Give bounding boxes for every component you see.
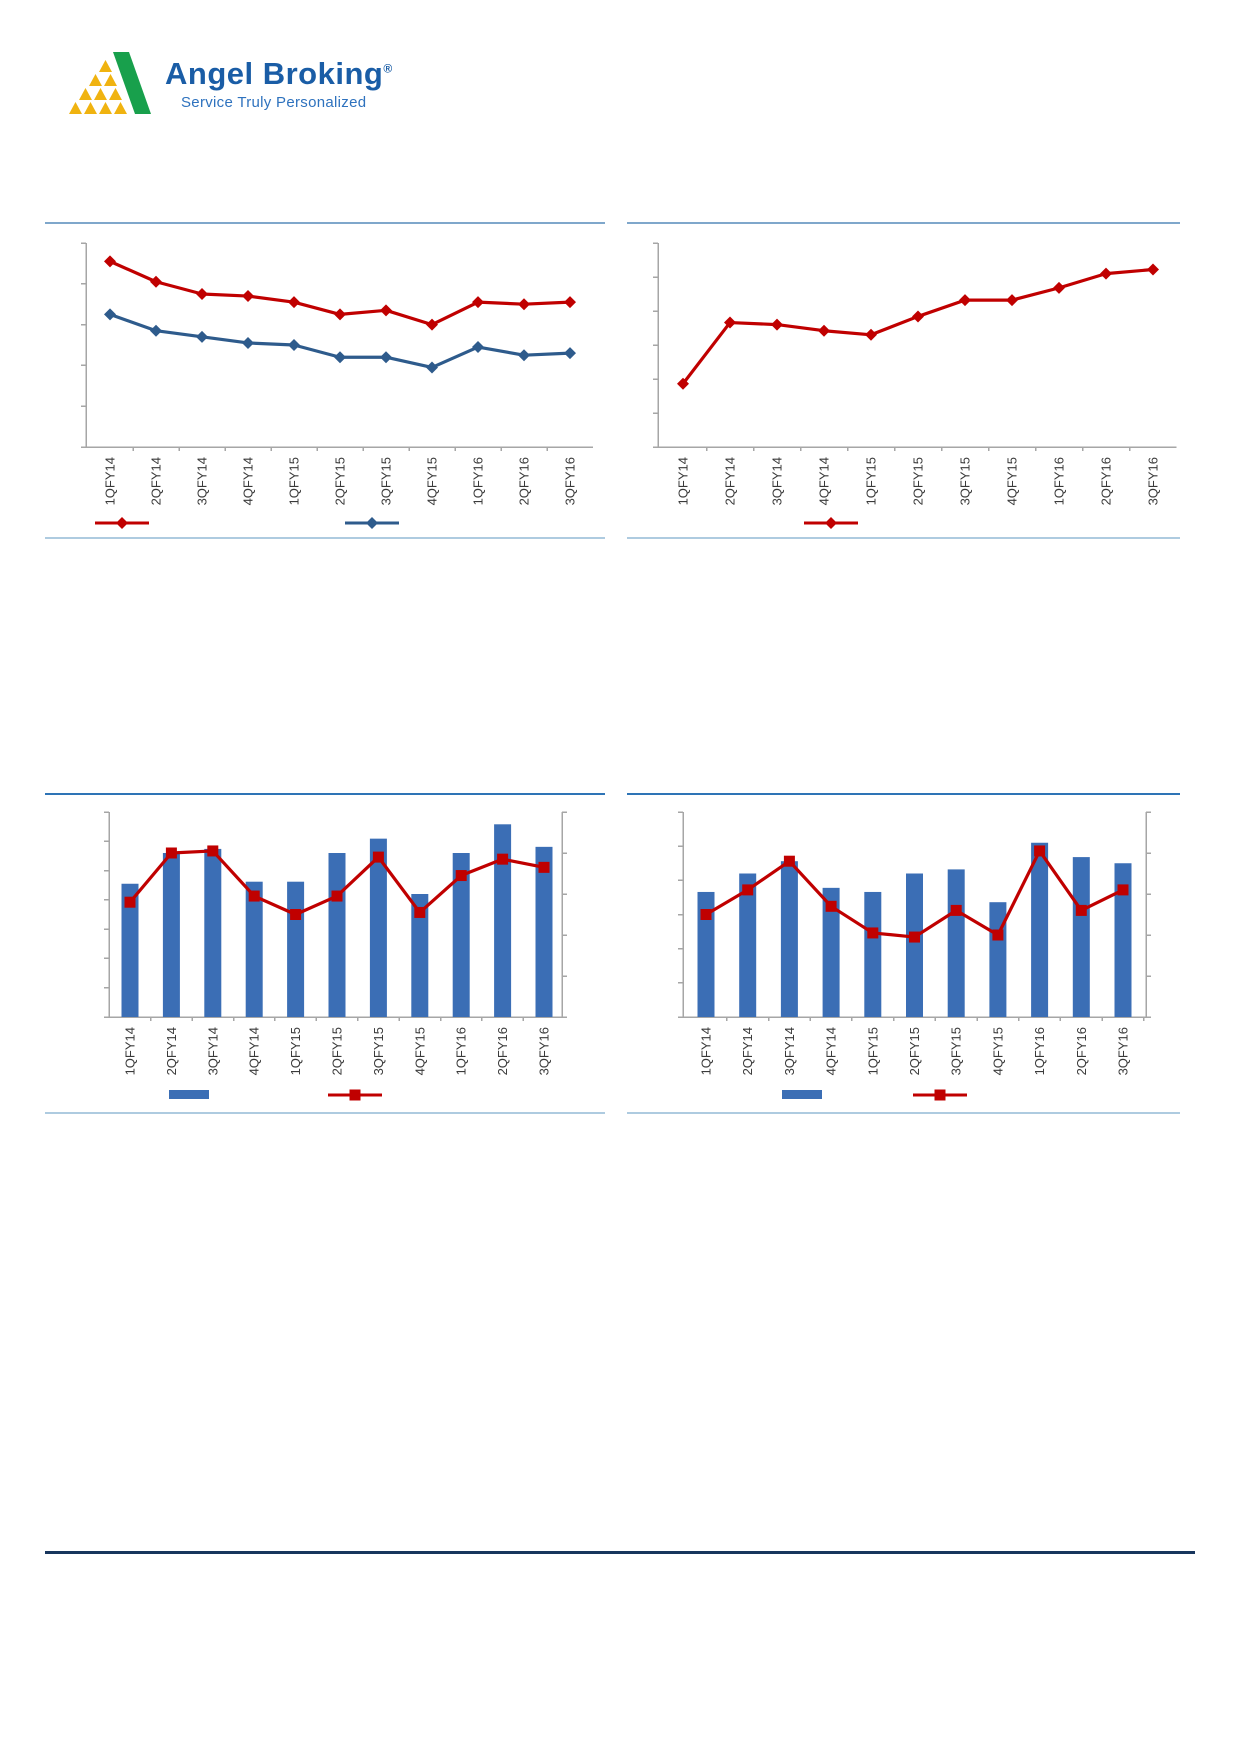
bar-line-chart-right-svg: [627, 793, 1180, 1114]
dual-line-chart-svg: [45, 222, 605, 539]
svg-text:1QFY15: 1QFY15: [865, 1027, 881, 1076]
svg-text:3QFY14: 3QFY14: [769, 457, 785, 506]
svg-text:1QFY14: 1QFY14: [122, 1027, 138, 1076]
footer-rule: [45, 1551, 1195, 1554]
chart-card-top-right: [627, 222, 1180, 539]
logo-text: [165, 50, 393, 111]
svg-text:1QFY16: 1QFY16: [453, 1027, 469, 1076]
svg-text:2QFY16: 2QFY16: [495, 1027, 511, 1076]
divider-bottom: [627, 537, 1180, 539]
svg-text:3QFY15: 3QFY15: [378, 457, 394, 506]
svg-text:3QFY16: 3QFY16: [1145, 457, 1161, 506]
svg-text:1QFY14: 1QFY14: [698, 1027, 714, 1076]
divider-bottom: [627, 1112, 1180, 1114]
svg-text:3QFY15: 3QFY15: [957, 457, 973, 506]
svg-text:3QFY14: 3QFY14: [781, 1027, 797, 1076]
svg-text:2QFY14: 2QFY14: [740, 1027, 756, 1076]
svg-text:3QFY16: 3QFY16: [1115, 1027, 1131, 1076]
svg-text:4QFY15: 4QFY15: [424, 457, 440, 506]
svg-text:3QFY14: 3QFY14: [205, 1027, 221, 1076]
svg-text:4QFY14: 4QFY14: [823, 1027, 839, 1076]
svg-text:1QFY14: 1QFY14: [675, 457, 691, 506]
svg-text:2QFY15: 2QFY15: [332, 457, 348, 506]
svg-text:2QFY16: 2QFY16: [516, 457, 532, 506]
svg-text:1QFY15: 1QFY15: [286, 457, 302, 506]
chart-card-bottom-left: [45, 793, 605, 1114]
single-line-chart-svg: [627, 222, 1180, 539]
svg-text:3QFY14: 3QFY14: [194, 457, 210, 506]
svg-text:1QFY15: 1QFY15: [288, 1027, 304, 1076]
svg-text:4QFY15: 4QFY15: [990, 1027, 1006, 1076]
svg-text:4QFY14: 4QFY14: [240, 457, 256, 506]
svg-text:1QFY16: 1QFY16: [1032, 1027, 1048, 1076]
svg-text:2QFY16: 2QFY16: [1073, 1027, 1089, 1076]
divider-bottom: [45, 537, 605, 539]
svg-text:3QFY15: 3QFY15: [948, 1027, 964, 1076]
svg-text:2QFY16: 2QFY16: [1098, 457, 1114, 506]
brand-name: [165, 58, 393, 91]
svg-text:1QFY16: 1QFY16: [470, 457, 486, 506]
brand-tagline: Service Truly Personalized: [181, 93, 367, 111]
registered-mark: ®: [383, 61, 393, 76]
svg-text:4QFY14: 4QFY14: [246, 1027, 262, 1076]
divider-bottom: [45, 1112, 605, 1114]
svg-text:2QFY15: 2QFY15: [907, 1027, 922, 1076]
svg-text:1QFY14: 1QFY14: [102, 457, 118, 506]
chart-card-top-left: [45, 222, 605, 539]
svg-text:1QFY15: 1QFY15: [863, 457, 879, 506]
svg-text:2QFY14: 2QFY14: [722, 457, 738, 506]
svg-text:3QFY15: 3QFY15: [370, 1027, 386, 1076]
svg-text:1QFY16: 1QFY16: [1051, 457, 1067, 506]
brand-wordmark: Angel Broking: [165, 56, 384, 91]
svg-text:3QFY16: 3QFY16: [562, 457, 578, 506]
logo: [55, 50, 393, 122]
chart-card-bottom-right: [627, 793, 1180, 1114]
bar-line-chart-left-svg: [45, 793, 605, 1114]
svg-text:2QFY15: 2QFY15: [329, 1027, 345, 1076]
svg-text:2QFY14: 2QFY14: [148, 457, 164, 506]
svg-text:3QFY16: 3QFY16: [536, 1027, 552, 1076]
svg-text:4QFY15: 4QFY15: [412, 1027, 428, 1076]
svg-text:2QFY14: 2QFY14: [163, 1027, 179, 1076]
svg-text:4QFY14: 4QFY14: [816, 457, 832, 506]
svg-text:2QFY15: 2QFY15: [910, 457, 926, 506]
svg-text:4QFY15: 4QFY15: [1004, 457, 1020, 506]
angel-broking-mark-icon: [55, 50, 155, 122]
